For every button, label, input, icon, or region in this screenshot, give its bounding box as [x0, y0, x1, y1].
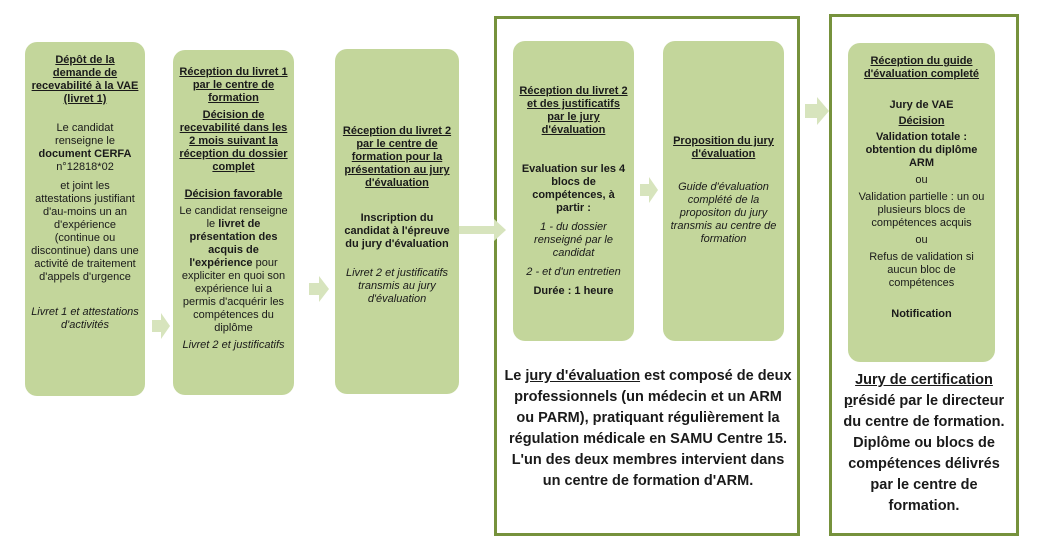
step-4-duration: Durée : 1 heure — [533, 285, 614, 297]
step-1-text — [31, 122, 139, 174]
step-1-card — [25, 42, 145, 396]
step-4-title: Réception du livret 2 et des justificatifs par le jury d'évaluation — [519, 85, 628, 136]
step-3-footer: Livret 2 et justificatifs transmis au jury d'évaluation — [345, 267, 449, 305]
step-4-text-2: 1 - du dossier renseigné par le candidat — [534, 221, 613, 259]
step-2-card — [173, 50, 294, 395]
step-5-title: Proposition du jury d'évaluation — [673, 135, 774, 160]
step-6-refusal: Refus de validation si aucun bloc de compétences — [869, 251, 974, 289]
arrow-icon — [640, 177, 658, 203]
eval-note-link: jury d'évaluation — [525, 368, 641, 384]
step-4-card — [513, 41, 634, 341]
step-2-text-c: pour expliciter en quoi son expérience lui a permis d'acquérir les compétences du diplôme — [181, 257, 286, 334]
step-2-favorable: Décision favorable — [184, 188, 283, 200]
step-6-title: Réception du guide d'évaluation completé — [863, 55, 980, 80]
arrow-icon — [458, 217, 506, 243]
step-6-or-1: ou — [915, 174, 928, 186]
cert-note-link: Jury de certification — [855, 372, 993, 388]
step-1-text-c: n°12818*02 — [56, 161, 114, 173]
cert-note-line-2: résidé par le directeur du centre de formation. — [843, 393, 1005, 430]
eval-note-pre: Le — [504, 368, 526, 384]
certification-jury-note — [840, 370, 1008, 517]
arrow-icon — [152, 313, 170, 339]
step-6-or-2: ou — [915, 234, 928, 246]
arrow-icon — [805, 97, 829, 125]
step-2-text-a: Le candidat renseigne le — [179, 205, 288, 230]
arrow-icon — [309, 276, 329, 302]
eval-note-post: est composé de deux professionnels (un médecin et un ARM ou PARM), pratiquant régulièrement la régulation médicale en SAMU Centre 15. L'un des deux membres intervient dans un centre de formation d'ARM. — [509, 368, 792, 489]
step-5-card — [663, 41, 784, 341]
step-3-text: Inscription du candidat à l'épreuve du jury d'évaluation — [344, 212, 450, 250]
step-6-card — [848, 43, 995, 362]
step-4-text-1: Evaluation sur les 4 blocs de compétences, à partir : — [521, 163, 626, 214]
step-5-text: Guide d'évaluation complété de la propositon du jury transmis au centre de formation — [670, 181, 777, 245]
step-6-total: Validation totale : obtention du diplôme ARM — [865, 131, 978, 169]
step-6-notification: Notification — [891, 308, 952, 320]
step-6-jury: Jury de VAE — [889, 99, 954, 111]
step-4-text-3: 2 - et d'un entretien — [526, 266, 621, 278]
step-1-text-a: Le candidat renseigne le — [55, 122, 115, 147]
step-1-text-2: et joint les attestations justifiant d'au-moins un an d'expérience (continue ou discontinue) dans une activité de traitement d'appels d'urgence — [31, 180, 139, 283]
step-2-decision: Décision de recevabilité dans les 2 mois suivant la réception du dossier complet — [179, 109, 288, 173]
cert-note-line-3: Diplôme ou blocs de compétences délivrés par le centre de formation. — [848, 435, 1000, 514]
evaluation-jury-note — [504, 366, 792, 492]
step-6-partial: Validation partielle : un ou plusieurs blocs de compétences acquis — [858, 191, 985, 229]
step-3-title: Réception du livret 2 par le centre de formation pour la présentation au jury d'évaluation — [342, 125, 452, 189]
step-2-text-b: livret de présentation des acquis de l'expérience — [189, 218, 278, 269]
step-6-decision: Décision — [898, 115, 945, 127]
step-1-footer: Livret 1 et attestations d'activités — [31, 306, 139, 331]
step-1-title: Dépôt de la demande de recevabilité à la VAE (livret 1) — [31, 54, 139, 105]
step-3-card — [335, 49, 459, 394]
cert-note-p: p — [843, 393, 853, 409]
step-1-text-b: document CERFA — [38, 148, 132, 160]
step-2-title: Réception du livret 1 par le centre de formation — [179, 66, 288, 104]
step-2-text — [179, 205, 288, 335]
step-2-footer: Livret 2 et justificatifs — [182, 339, 285, 351]
